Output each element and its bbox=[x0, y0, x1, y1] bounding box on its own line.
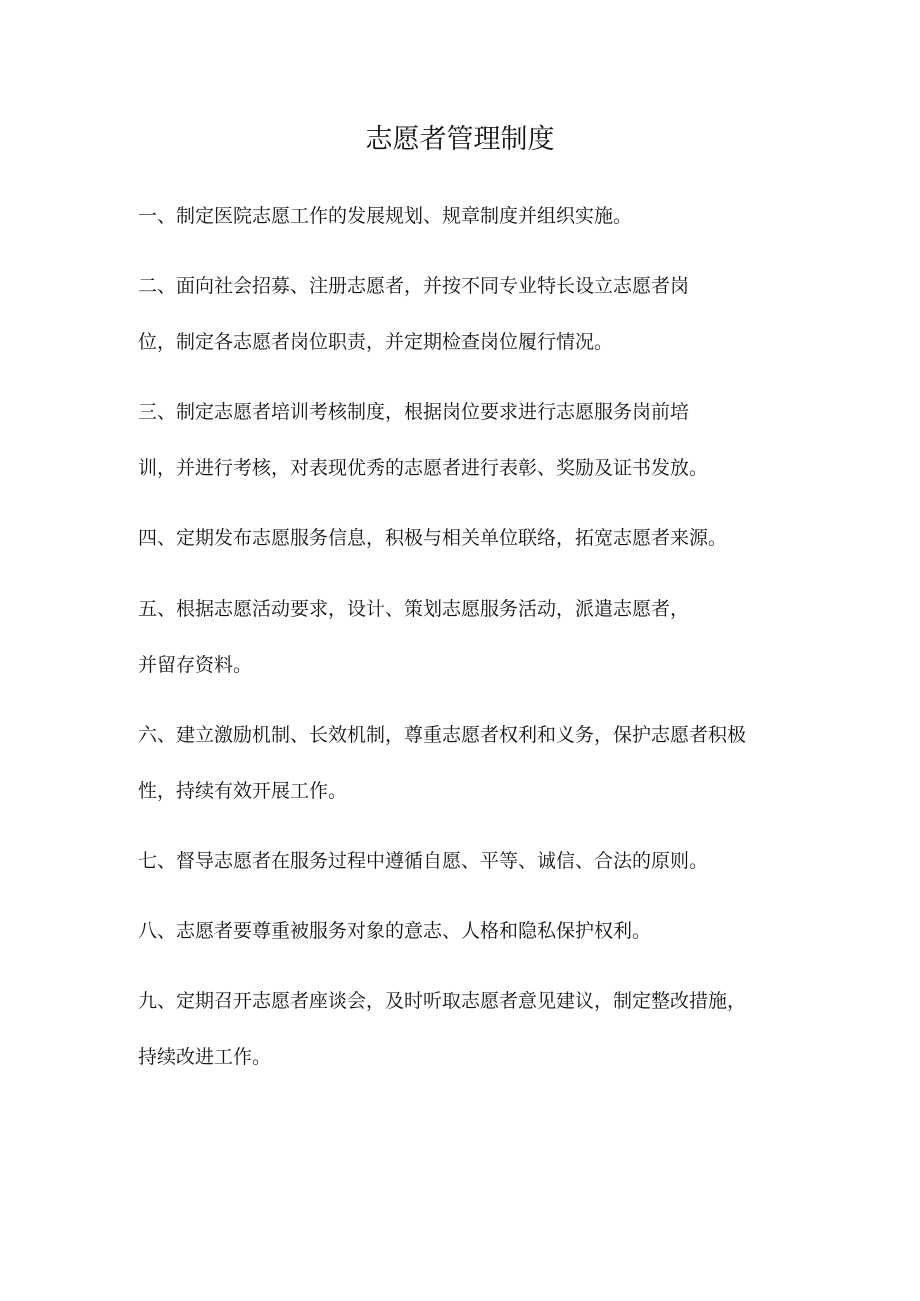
paragraph-6-line-2: 性，持续有效开展工作。 bbox=[138, 780, 348, 802]
page-title: 志愿者管理制度 bbox=[365, 124, 555, 155]
paragraph-6-line-1: 六、建立激励机制、长效机制，尊重志愿者权利和义务，保护志愿者积极 bbox=[138, 724, 747, 746]
paragraph-1-line-1: 一、制定医院志愿工作的发展规划、规章制度并组织实施。 bbox=[138, 205, 633, 227]
paragraph-8-line-1: 八、志愿者要尊重被服务对象的意志、人格和隐私保护权利。 bbox=[138, 920, 652, 942]
paragraph-3-line-1: 三、制定志愿者培训考核制度，根据岗位要求进行志愿服务岗前培 bbox=[138, 401, 690, 423]
paragraph-5-line-1: 五、根据志愿活动要求，设计、策划志愿服务活动，派遣志愿者， bbox=[138, 598, 690, 620]
paragraph-9-line-1: 九、定期召开志愿者座谈会，及时听取志愿者意见建议，制定整改措施， bbox=[138, 990, 747, 1012]
paragraph-5-line-2: 并留存资料。 bbox=[138, 654, 253, 676]
paragraph-4-line-1: 四、定期发布志愿服务信息，积极与相关单位联络，拓宽志愿者来源。 bbox=[138, 527, 728, 549]
paragraph-2-line-2: 位，制定各志愿者岗位职责，并定期检查岗位履行情况。 bbox=[138, 331, 614, 353]
paragraph-3-line-2: 训，并进行考核，对表现优秀的志愿者进行表彰、奖励及证书发放。 bbox=[138, 457, 709, 479]
paragraph-9-line-2: 持续改进工作。 bbox=[138, 1046, 272, 1068]
paragraph-2-line-1: 二、面向社会招募、注册志愿者，并按不同专业特长设立志愿者岗 bbox=[138, 275, 690, 297]
paragraph-7-line-1: 七、督导志愿者在服务过程中遵循自愿、平等、诚信、合法的原则。 bbox=[138, 850, 709, 872]
